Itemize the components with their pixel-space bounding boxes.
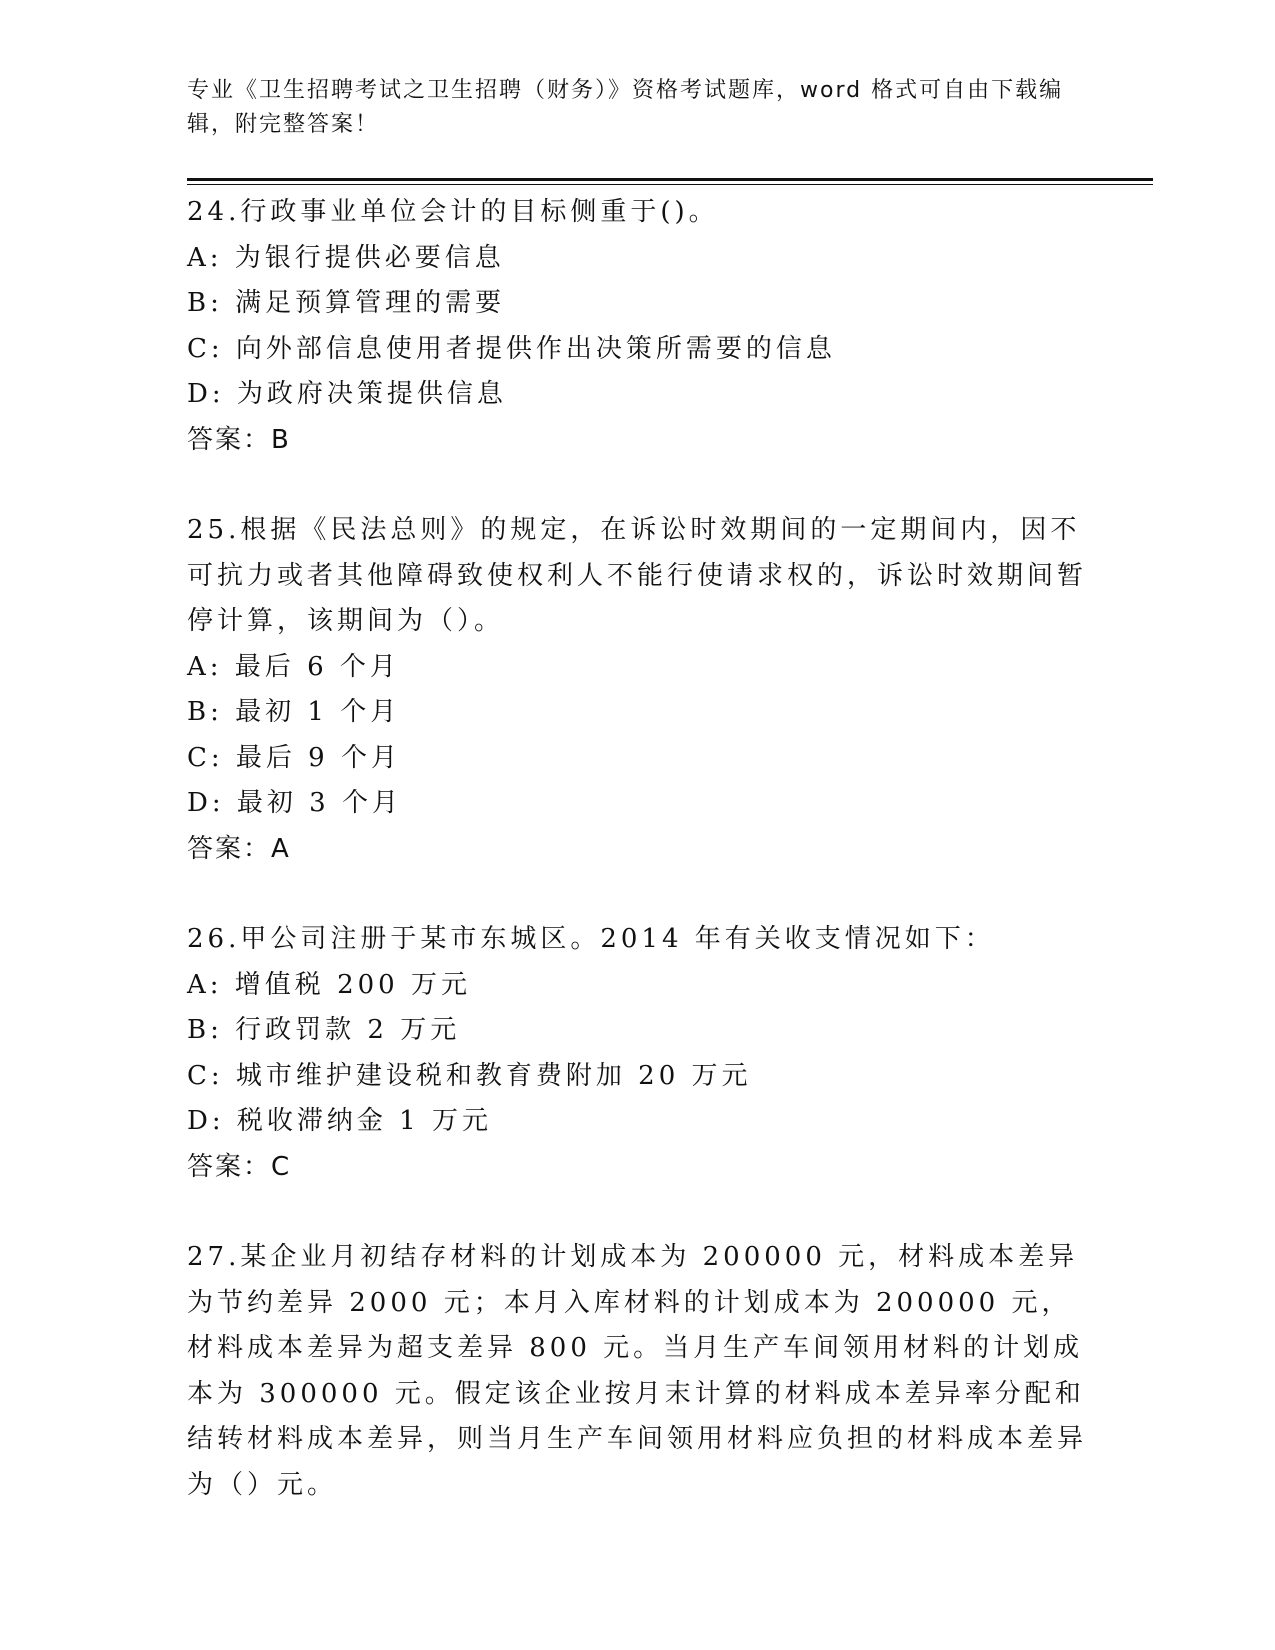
option-b: B: 满足预算管理的需要 [187, 288, 506, 318]
option-c: C: 最后 9 个月 [187, 742, 401, 773]
header-divider-thick [187, 178, 1153, 181]
option-a: A: 最后 6 个月 [187, 651, 400, 682]
question-stem: 25.根据《民法总则》的规定，在诉讼时效期间的一定期间内，因不可抗力或者其他障碍致使权利人不能行使请求权的，诉讼时效期间暂停计算，该期间为（）。 [187, 515, 1088, 636]
option-d: D: 为政府决策提供信息 [187, 379, 507, 409]
option-d: D: 最初 3 个月 [187, 788, 402, 818]
question-stem: 24.行政事业单位会计的目标侧重于()。 [187, 197, 719, 227]
question-24 [187, 190, 1087, 463]
answer: 答案：C [187, 1151, 292, 1182]
answer: 答案：A [187, 833, 291, 864]
question-stem: 27.某企业月初结存材料的计划成本为 200000 元，材料成本差异为节约差异 2000 元；本月入库材料的计划成本为 200000 元，材料成本差异为超支差异 800 元。当月生产车间领用材料的计划成本为 300000 元。假定该企业按月末计算的材料成本差异率分配和结转材料成本差异，则当月生产车间领用材料应负担的材料成本差异为（）元。 [187, 1242, 1088, 1500]
option-c: C: 向外部信息使用者提供作出决策所需要的信息 [187, 333, 836, 364]
question-stem: 26.甲公司注册于某市东城区。2014 年有关收支情况如下： [187, 924, 995, 954]
question-25 [187, 508, 1087, 872]
option-d: D: 税收滞纳金 1 万元 [187, 1106, 492, 1136]
option-a: A: 为银行提供必要信息 [187, 242, 505, 273]
question-27 [187, 1235, 1087, 1508]
question-list [187, 190, 1087, 1508]
option-b: B: 行政罚款 2 万元 [187, 1015, 461, 1045]
page-header: 专业《卫生招聘考试之卫生招聘（财务）》资格考试题库，word 格式可自由下载编辑，附完整答案！ [187, 78, 1064, 137]
option-c: C: 城市维护建设税和教育费附加 20 万元 [187, 1060, 752, 1091]
answer: 答案：B [187, 424, 291, 455]
option-b: B: 最初 1 个月 [187, 697, 401, 727]
option-a: A: 增值税 200 万元 [187, 969, 471, 1000]
question-26 [187, 917, 1087, 1190]
header-divider-thin [187, 184, 1153, 185]
